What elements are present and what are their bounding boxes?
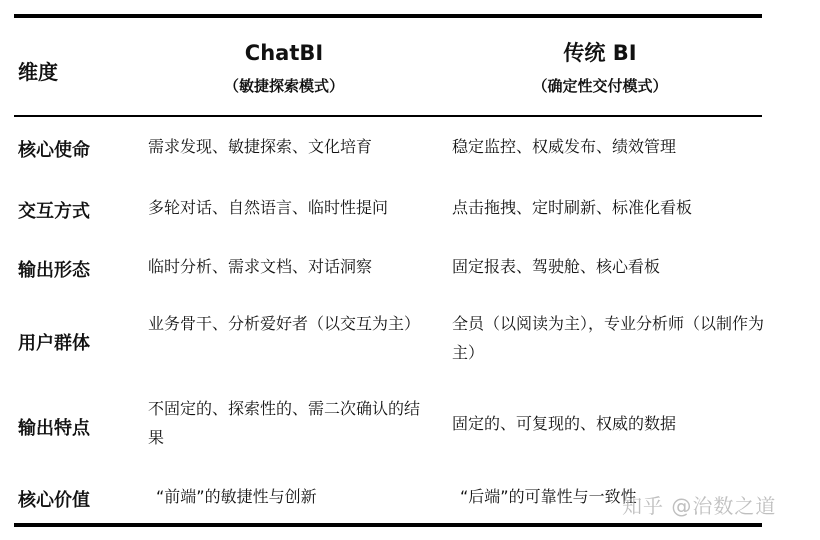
header-chatbi-subtitle: （敏捷探索模式）	[223, 77, 344, 95]
row-label: 交互方式	[18, 201, 90, 222]
watermark: 知乎 @治数之道	[622, 494, 777, 518]
chatbi-cell: 临时分析、需求文档、对话洞察	[148, 257, 373, 276]
chatbi-cell: “前端”的敏捷性与创新	[156, 487, 317, 506]
bottom-rule	[14, 523, 762, 527]
header-chatbi	[204, 40, 364, 96]
top-rule	[14, 14, 762, 18]
row-label: 输出特点	[18, 418, 90, 439]
header-traditional-subtitle: （确定性交付模式）	[532, 77, 668, 95]
chatbi-cell: 业务骨干、分析爱好者（以交互为主）	[148, 314, 421, 333]
header-traditional-bi	[510, 40, 690, 96]
row-label: 用户群体	[18, 333, 90, 354]
header-rule	[14, 115, 762, 117]
header-traditional-title: 传统 BI	[563, 41, 637, 65]
row-label: 核心使命	[18, 140, 90, 161]
row-label: 输出形态	[18, 260, 90, 281]
header-dimension: 维度	[18, 60, 58, 84]
chatbi-cell: 不固定的、探索性的、需二次确认的结果	[148, 399, 421, 447]
traditional-cell: “后端”的可靠性与一致性	[460, 487, 637, 506]
chatbi-cell: 多轮对话、自然语言、临时性提问	[148, 198, 389, 217]
header-chatbi-title: ChatBI	[244, 41, 324, 65]
traditional-cell: 固定的、可复现的、权威的数据	[452, 414, 677, 433]
traditional-cell: 全员（以阅读为主），专业分析师（以制作为主）	[452, 314, 765, 362]
row-label: 核心价值	[18, 490, 90, 511]
traditional-cell: 固定报表、驾驶舱、核心看板	[452, 257, 661, 276]
traditional-cell: 稳定监控、权威发布、绩效管理	[452, 137, 677, 156]
traditional-cell: 点击拖拽、定时刷新、标准化看板	[452, 198, 693, 217]
chatbi-cell: 需求发现、敏捷探索、文化培育	[148, 137, 373, 156]
